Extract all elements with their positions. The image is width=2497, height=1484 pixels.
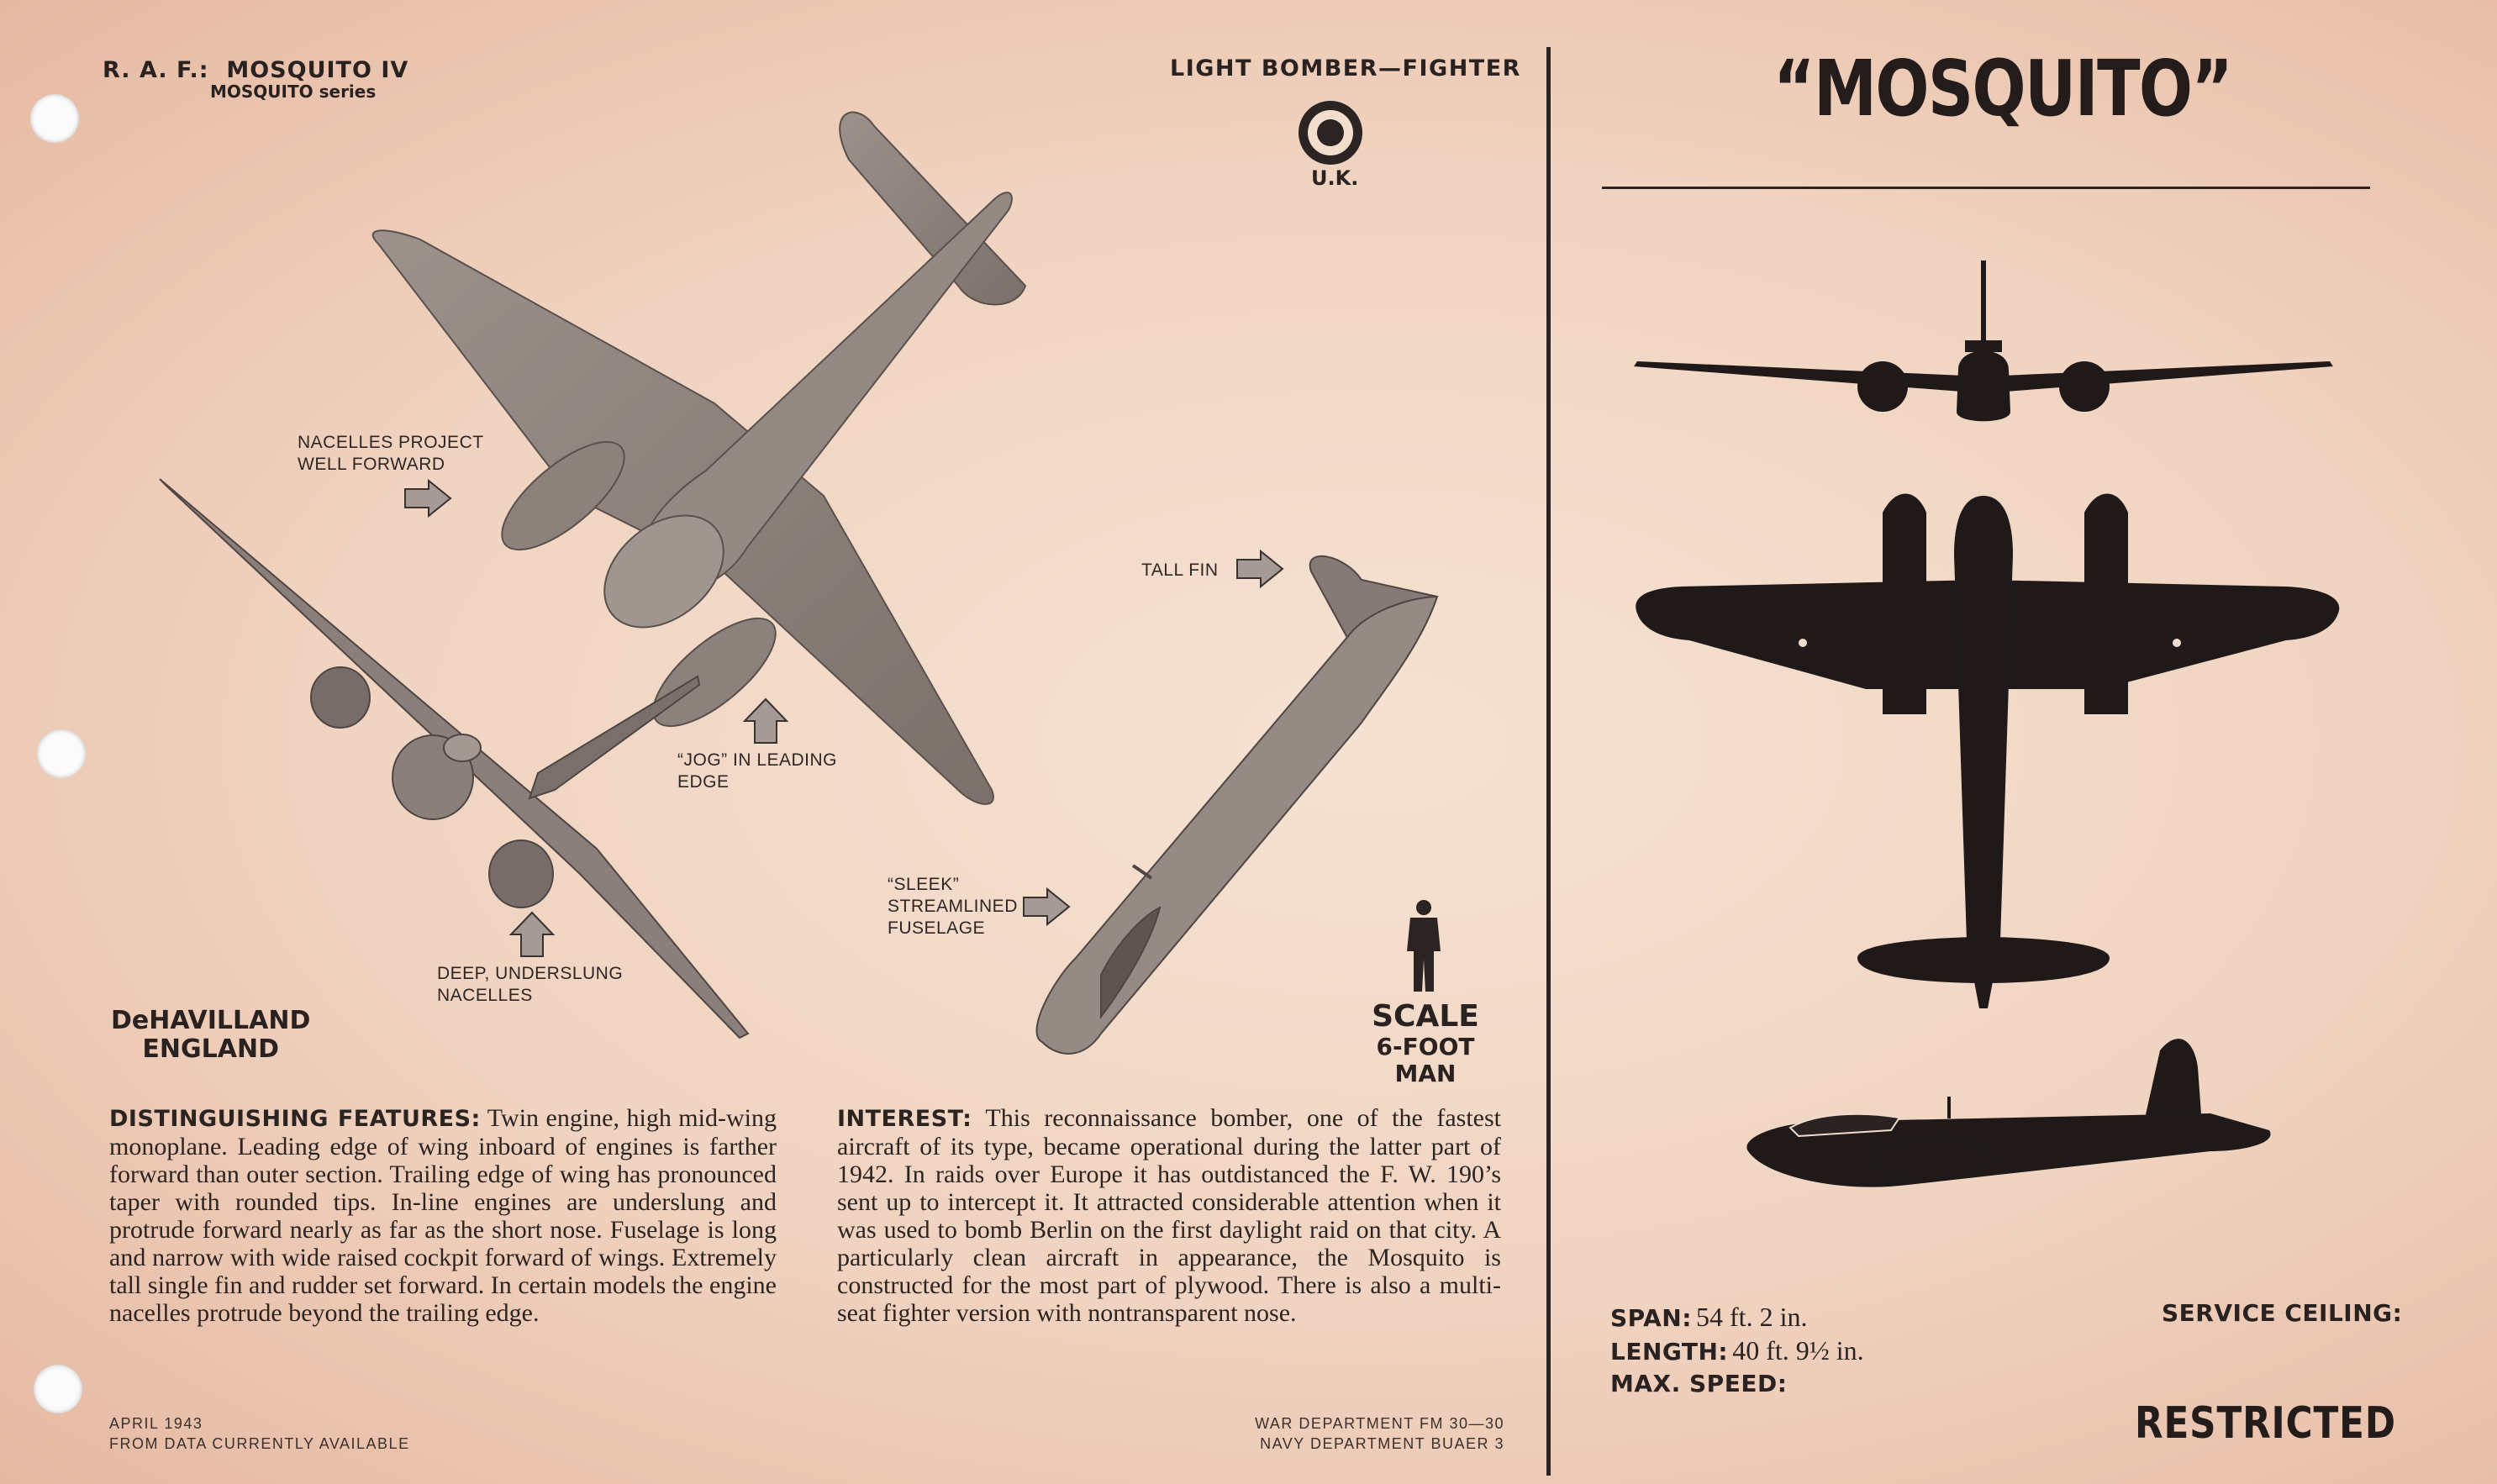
- footer-navy-dept: NAVY DEPARTMENT BUAER 3: [1260, 1435, 1504, 1452]
- spec-span-label: SPAN:: [1610, 1304, 1692, 1332]
- roundel-icon: [1297, 99, 1364, 166]
- distinguishing-features: [109, 1104, 777, 1327]
- spec-length-label: LENGTH:: [1610, 1338, 1729, 1366]
- arrow-up-icon-2: [509, 911, 555, 958]
- scale-block: [1350, 1000, 1501, 1087]
- arrow-up-icon: [743, 697, 788, 745]
- page-title: “MOSQUITO”: [1773, 44, 2232, 134]
- role: LIGHT BOMBER—FIGHTER: [1170, 55, 1521, 82]
- spec-length: [1610, 1336, 1864, 1370]
- silhouette-side-view: [1740, 1034, 2278, 1202]
- spec-speed-label: MAX. SPEED:: [1610, 1370, 1788, 1397]
- specs-block: [1610, 1302, 1864, 1402]
- footer-right: [1219, 1413, 1504, 1454]
- interest-section: [837, 1104, 1501, 1327]
- scale-man-icon: [1402, 899, 1446, 993]
- spec-length-value: 40 ft. 9½ in.: [1732, 1335, 1864, 1366]
- callout-sleek: [888, 874, 1018, 939]
- callout-underslung: [437, 963, 623, 1007]
- spec-speed: [1610, 1370, 1864, 1402]
- column-divider: [1546, 47, 1551, 1476]
- distinguishing-text: Twin engine, high mid-wing monoplane. Leading edge of wing inboard of engines is farther forward than outer section. Trailing edge of wing has pronounced taper with rounded tips. In-line engines are underslung and protrude forward nearly as far as the short nose. Fuselage is long and narrow with wide raised cockpit forward of wings. Extremely tall single fin and rudder set forward. In certain models the engine nacelles protrude beyond the trailing edge.: [109, 1104, 777, 1327]
- callout-line: FUSELAGE: [888, 918, 986, 938]
- callout-line: EDGE: [677, 772, 730, 792]
- callout-line: “SLEEK”: [888, 875, 960, 894]
- binder-hole-top: [30, 94, 79, 143]
- distinguishing-heading: DISTINGUISHING FEATURES:: [109, 1106, 481, 1132]
- title-rule: [1602, 187, 2370, 189]
- callout-line: NACELLES PROJECT: [298, 433, 484, 452]
- callout-line: “JOG” IN LEADING: [677, 750, 838, 770]
- manufacturer-name: DeHAVILLAND: [111, 1006, 311, 1035]
- footer-source: FROM DATA CURRENTLY AVAILABLE: [109, 1435, 410, 1452]
- spec-span-value: 54 ft. 2 in.: [1696, 1302, 1808, 1332]
- plane-side-view-illustration: [1025, 546, 1462, 1076]
- designation-prefix: R. A. F.:: [103, 57, 209, 83]
- spec-span: [1610, 1302, 1864, 1336]
- footer-war-dept: WAR DEPARTMENT FM 30—30: [1255, 1415, 1504, 1432]
- callout-line: NACELLES: [437, 986, 533, 1005]
- silhouette-plan-view: [1630, 487, 2345, 1025]
- scale-subtitle: 6-FOOT MAN: [1376, 1033, 1475, 1087]
- callout-tall-fin: TALL FIN: [1141, 560, 1219, 580]
- country-label: U.K.: [1311, 166, 1359, 190]
- manufacturer-country: ENGLAND: [142, 1034, 279, 1064]
- callout-nacelles-forward: [298, 432, 484, 476]
- classification-stamp: RESTRICTED: [2135, 1398, 2396, 1449]
- arrow-right-icon-2: [1235, 550, 1284, 588]
- interest-heading: INTEREST:: [837, 1106, 972, 1132]
- binder-hole-bottom: [34, 1365, 82, 1413]
- scale-title: SCALE: [1372, 999, 1479, 1034]
- callout-jog: [677, 750, 837, 793]
- designation: MOSQUITO IV: [226, 57, 409, 83]
- callout-line: STREAMLINED: [888, 897, 1018, 916]
- spec-ceiling-label: SERVICE CEILING:: [2162, 1299, 2403, 1327]
- footer-left: [109, 1413, 410, 1454]
- arrow-right-icon-3: [1022, 887, 1071, 926]
- interest-text: This reconnaissance bomber, one of the fastest aircraft of its type, became operational during the latter part of 1942. In raids over Europe it has outdistanced the F. W. 190’s sent up to intercept it. It attracted considerable attention when it was used to bomb Berlin on the first daylight raid on that city. A particularly clean aircraft in appearance, the Mosquito is constructed for the most part of plywood. There is also a multi-seat fighter version with nontransparent nose.: [837, 1104, 1501, 1327]
- arrow-right-icon: [403, 479, 452, 518]
- manufacturer-block: [111, 1007, 310, 1064]
- callout-line: WELL FORWARD: [298, 455, 445, 474]
- series: MOSQUITO series: [210, 82, 377, 102]
- footer-date: APRIL 1943: [109, 1415, 203, 1432]
- designation-block: [103, 57, 408, 102]
- silhouette-front-view: [1630, 252, 2345, 429]
- callout-line: DEEP, UNDERSLUNG: [437, 964, 624, 983]
- binder-hole-middle: [37, 729, 86, 778]
